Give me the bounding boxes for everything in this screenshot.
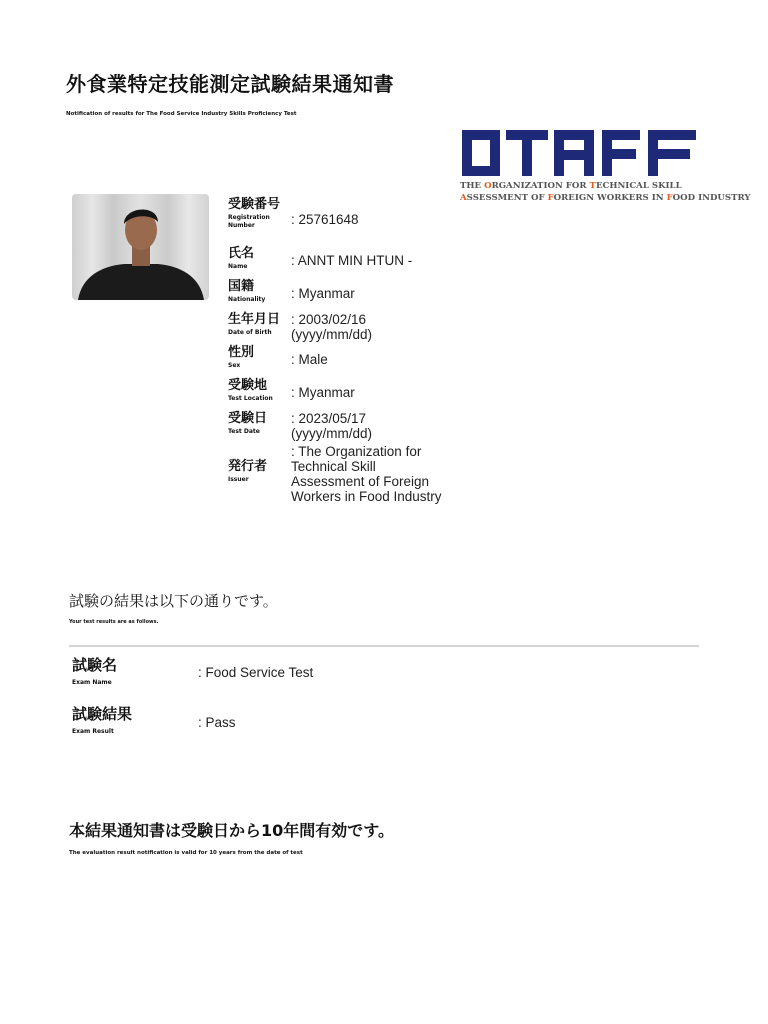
field-date-of-birth xyxy=(228,312,280,337)
applicant-photo xyxy=(72,194,209,300)
field-label-en: Test Date xyxy=(228,428,260,435)
field-label-jp: 国籍 xyxy=(228,279,255,294)
exam-result-value: : Pass xyxy=(198,715,236,730)
date-of-birth-format: (yyyy/mm/dd) xyxy=(291,327,372,342)
exam-result-label-en: Exam Result xyxy=(72,728,114,735)
applicant-photo-image xyxy=(72,194,209,300)
document-title: 外食業特定技能測定試験結果通知書 xyxy=(66,72,394,96)
field-test-date xyxy=(228,411,267,436)
logo-line-2: ASSESSMENT OF FOREIGN WORKERS IN FOOD INDUSTRY xyxy=(460,193,751,203)
test-date-value xyxy=(291,411,372,441)
field-label-jp: 発行者 xyxy=(228,459,268,474)
exam-name-label xyxy=(72,654,117,686)
exam-name-label-jp: 試験名 xyxy=(72,656,118,674)
field-sex xyxy=(228,345,254,370)
document-subtitle: Notification of results for The Food Service Industry Skills Proficiency Test xyxy=(66,111,297,117)
exam-name-value: : Food Service Test xyxy=(198,665,314,680)
results-heading: 試験の結果は以下の通りです。 xyxy=(69,592,278,610)
issuer-line-4: Workers in Food Industry xyxy=(291,489,442,504)
field-test-location xyxy=(228,378,273,403)
validity-statement: 本結果通知書は受験日から10年間有効です。 xyxy=(69,821,394,840)
field-label-jp: 受験日 xyxy=(228,411,268,426)
results-heading-en: Your test results are as follows. xyxy=(69,619,159,625)
test-location-value: : Myanmar xyxy=(291,385,355,400)
field-label-jp: 氏名 xyxy=(228,246,255,261)
field-label-en: Registration Number xyxy=(228,214,270,229)
exam-result-label-jp: 試験結果 xyxy=(72,705,133,723)
field-label-en: Sex xyxy=(228,362,241,369)
issuer-line-2: Technical Skill xyxy=(291,459,376,474)
field-registration-number xyxy=(228,197,282,230)
field-label-jp: 受験地 xyxy=(228,378,268,393)
date-of-birth-date: : 2003/02/16 xyxy=(291,312,367,327)
field-label-en: Issuer xyxy=(228,476,249,483)
field-nationality xyxy=(228,279,265,304)
field-label-jp: 受験番号 xyxy=(228,197,281,212)
date-of-birth-value xyxy=(291,312,372,342)
name-value: : ANNT MIN HTUN - xyxy=(291,253,413,268)
exam-result-label xyxy=(72,703,132,735)
sex-value: : Male xyxy=(291,352,328,367)
validity-statement-en: The evaluation result notification is valid for 10 years from the date of test xyxy=(69,850,303,856)
field-label-en: Test Location xyxy=(228,395,273,402)
field-label-en: Date of Birth xyxy=(228,329,272,336)
nationality-value: : Myanmar xyxy=(291,286,355,301)
test-date-format: (yyyy/mm/dd) xyxy=(291,426,372,441)
exam-name-label-en: Exam Name xyxy=(72,679,112,686)
issuer-line-3: Assessment of Foreign xyxy=(291,474,430,489)
logo-line-1: THE ORGANIZATION FOR TECHNICAL SKILL xyxy=(460,181,682,191)
field-name xyxy=(228,246,254,271)
results-divider xyxy=(69,645,699,647)
registration-number-value: : 25761648 xyxy=(291,212,359,227)
field-label-en: Nationality xyxy=(228,296,266,303)
otaff-logo xyxy=(460,128,751,210)
issuer-line-1: : The Organization for xyxy=(291,444,422,459)
field-issuer xyxy=(228,459,267,484)
otaff-organization-name xyxy=(460,180,751,204)
issuer-value xyxy=(291,444,442,504)
field-label-jp: 性別 xyxy=(228,345,255,360)
test-date-date: : 2023/05/17 xyxy=(291,411,367,426)
field-label-jp: 生年月日 xyxy=(228,312,281,327)
otaff-wordmark-graphic xyxy=(460,128,698,178)
field-label-en: Name xyxy=(228,263,248,270)
